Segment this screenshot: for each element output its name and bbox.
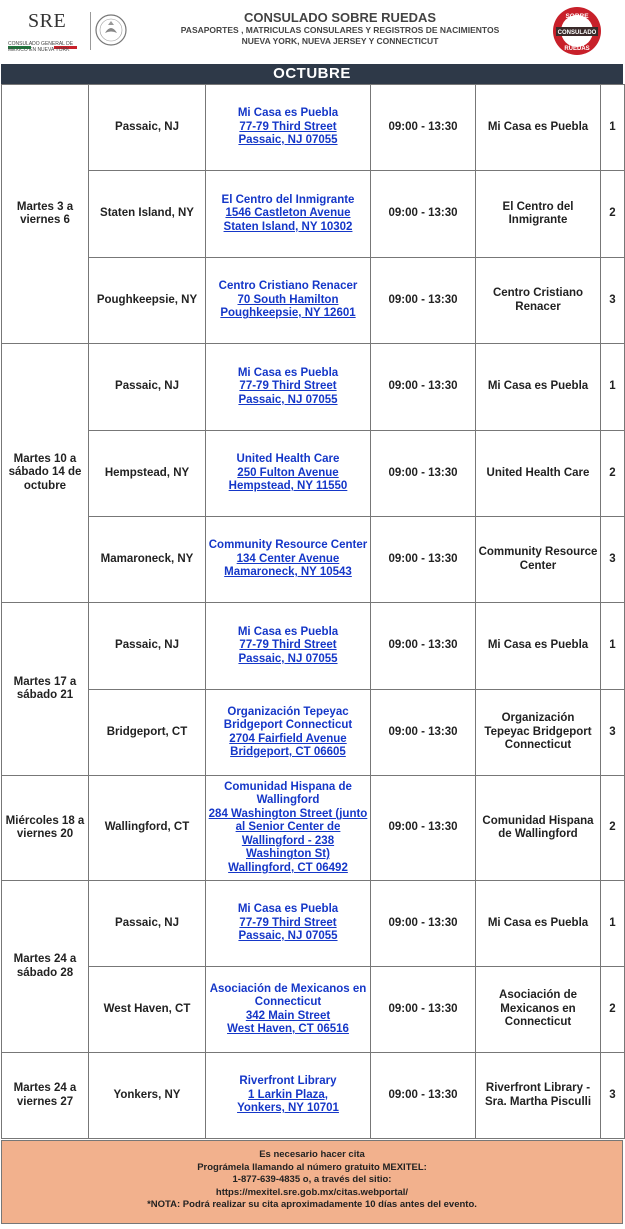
city-cell: Passaic, NJ (89, 881, 206, 967)
number-cell: 2 (601, 431, 625, 517)
number-cell: 3 (601, 258, 625, 344)
consulado-sobre-ruedas-badge-icon (552, 6, 602, 56)
address-line-link[interactable]: Staten Island, NY 10302 (223, 220, 353, 233)
number-cell: 3 (601, 517, 625, 603)
venue-name-link[interactable]: Asociación de Mexicanos en Connecticut (209, 982, 367, 1008)
time-cell: 09:00 - 13:30 (371, 1053, 476, 1139)
venue-name-link[interactable]: Mi Casa es Puebla (237, 903, 339, 916)
table-row (2, 85, 625, 171)
address-line-link[interactable]: Yonkers, NY 10701 (237, 1102, 339, 1115)
address-line-link[interactable]: Passaic, NJ 07055 (238, 652, 338, 665)
sre-subtitle: CONSULADO GENERAL DE MÉXICO EN NUEVA YORK (8, 41, 74, 53)
city-cell: Staten Island, NY (89, 171, 206, 258)
table-row (2, 881, 625, 967)
table-row (2, 690, 625, 776)
venue-cell: Comunidad Hispana de Wallingford (476, 776, 601, 881)
venue-cell: Riverfront Library - Sra. Martha Pisculli (476, 1053, 601, 1139)
venue-name-link[interactable]: El Centro del Inmigrante (221, 193, 355, 206)
venue-cell: Mi Casa es Puebla (476, 85, 601, 171)
venue-name-link[interactable]: Community Resource Center (208, 539, 368, 552)
schedule-body (2, 85, 625, 1139)
address-line-link[interactable]: 284 Washington Street (junto al Senior Center de Wallingford - 238 Washington St) (208, 807, 368, 861)
city-cell: West Haven, CT (89, 967, 206, 1053)
date-range: Martes 24 a viernes 27 (2, 1053, 89, 1139)
address-line-link[interactable]: Bridgeport, CT 06605 (230, 746, 346, 758)
sre-logo (8, 10, 88, 52)
number-cell: 2 (601, 776, 625, 881)
date-range: Martes 10 a sábado 14 de octubre (2, 344, 89, 603)
address-cell[interactable] (206, 776, 371, 881)
header-titles (135, 11, 545, 47)
time-cell: 09:00 - 13:30 (371, 603, 476, 690)
table-row (2, 776, 625, 881)
address-line-link[interactable]: Mamaroneck, NY 10543 (224, 566, 352, 579)
venue-name-link[interactable]: Mi Casa es Puebla (237, 625, 339, 638)
footer-line-1: Es necesario hacer cita (259, 1149, 365, 1160)
time-cell: 09:00 - 13:30 (371, 344, 476, 431)
address-line-link[interactable]: 134 Center Avenue (236, 552, 340, 565)
venue-cell: Centro Cristiano Renacer (476, 258, 601, 344)
table-row (2, 967, 625, 1053)
table-row (2, 603, 625, 690)
number-cell: 2 (601, 967, 625, 1053)
city-cell: Mamaroneck, NY (89, 517, 206, 603)
city-cell: Passaic, NJ (89, 344, 206, 431)
venue-cell: Mi Casa es Puebla (476, 881, 601, 967)
city-cell: Bridgeport, CT (89, 690, 206, 776)
venue-cell: Organización Tepeyac Bridgeport Connecticut (476, 690, 601, 776)
badge-top-text: SOBRE (565, 13, 589, 20)
table-row (2, 1053, 625, 1139)
address-cell[interactable] (206, 431, 371, 517)
venue-cell: United Health Care (476, 431, 601, 517)
address-cell[interactable] (206, 1053, 371, 1139)
address-line-link[interactable]: Poughkeepsie, NY 12601 (220, 307, 356, 320)
page-header (0, 0, 625, 62)
number-cell: 1 (601, 603, 625, 690)
address-cell[interactable] (206, 171, 371, 258)
address-line-link[interactable]: 2704 Fairfield Avenue (229, 732, 347, 745)
address-line-link[interactable]: 77-79 Third Street (239, 639, 337, 652)
time-cell: 09:00 - 13:30 (371, 776, 476, 881)
date-range: Miércoles 18 a viernes 20 (2, 776, 89, 881)
address-cell[interactable] (206, 344, 371, 431)
number-cell: 3 (601, 1053, 625, 1139)
venue-name-link[interactable]: Organización Tepeyac Bridgeport Connecticut (223, 705, 353, 731)
address-line-link[interactable]: 1546 Castleton Avenue (225, 207, 351, 220)
table-row (2, 258, 625, 344)
venue-name-link[interactable]: Centro Cristiano Renacer (218, 280, 358, 293)
date-range: Martes 17 a sábado 21 (2, 603, 89, 776)
table-row (2, 431, 625, 517)
footer-url[interactable]: https://mexitel.sre.gob.mx/citas.webportal/ (215, 1186, 409, 1198)
venue-cell: Community Resource Center (476, 517, 601, 603)
address-line-link[interactable]: Wallingford, CT 06492 (228, 861, 348, 874)
page-title: CONSULADO SOBRE RUEDAS (243, 10, 437, 25)
venue-cell: Mi Casa es Puebla (476, 603, 601, 690)
address-cell[interactable] (206, 690, 371, 776)
page-subtitle: PASAPORTES , MATRICULAS CONSULARES Y REGISTROS DE NACIMIENTOS (180, 25, 500, 35)
date-range: Martes 3 a viernes 6 (2, 85, 89, 344)
number-cell: 3 (601, 690, 625, 776)
city-cell: Yonkers, NY (89, 1053, 206, 1139)
mexican-seal-icon (94, 11, 128, 49)
time-cell: 09:00 - 13:30 (371, 967, 476, 1053)
address-cell[interactable] (206, 517, 371, 603)
time-cell: 09:00 - 13:30 (371, 85, 476, 171)
venue-name-link[interactable]: Comunidad Hispana de Wallingford (224, 780, 352, 807)
time-cell: 09:00 - 13:30 (371, 690, 476, 776)
footer-phone: 1-877-639-4835 o, a través del sitio: (232, 1174, 392, 1185)
address-cell[interactable] (206, 603, 371, 690)
sre-logo-text: SRE (28, 10, 67, 32)
address-line-link[interactable]: 250 Fulton Avenue (237, 466, 339, 479)
footer-line-2: Prográmela llamando al número gratuito MEXITEL: (197, 1161, 427, 1173)
city-cell: Poughkeepsie, NY (89, 258, 206, 344)
address-line-link[interactable]: 77-79 Third Street (239, 380, 337, 393)
address-line-link[interactable]: West Haven, CT 06516 (227, 1023, 349, 1035)
time-cell: 09:00 - 13:30 (371, 431, 476, 517)
address-line-link[interactable]: Passaic, NJ 07055 (238, 393, 338, 406)
month-header: OCTUBRE (1, 64, 623, 84)
table-row (2, 344, 625, 431)
time-cell: 09:00 - 13:30 (371, 881, 476, 967)
venue-cell: Asociación de Mexicanos en Connecticut (476, 967, 601, 1053)
city-cell: Passaic, NJ (89, 85, 206, 171)
number-cell: 1 (601, 344, 625, 431)
venue-cell: Mi Casa es Puebla (476, 344, 601, 431)
table-row (2, 517, 625, 603)
venue-cell: El Centro del Inmigrante (476, 171, 601, 258)
venue-name-link[interactable]: Mi Casa es Puebla (237, 366, 339, 379)
table-row (2, 171, 625, 258)
venue-name-link[interactable]: Riverfront Library (239, 1075, 337, 1088)
schedule-table (1, 84, 625, 1139)
address-line-link[interactable]: Passaic, NJ 07055 (238, 134, 338, 147)
number-cell: 1 (601, 85, 625, 171)
date-range: Martes 24 a sábado 28 (2, 881, 89, 1053)
address-line-link[interactable]: 77-79 Third Street (239, 120, 337, 133)
address-cell[interactable] (206, 258, 371, 344)
address-line-link[interactable]: 70 South Hamilton (237, 293, 339, 306)
address-cell[interactable] (206, 881, 371, 967)
flag-stripe (8, 36, 78, 39)
time-cell: 09:00 - 13:30 (371, 171, 476, 258)
address-line-link[interactable]: 1 Larkin Plaza, (248, 1088, 328, 1101)
logo-divider (90, 12, 91, 50)
number-cell: 2 (601, 171, 625, 258)
footer-note: *NOTA: Podrá realizar su cita aproximadamente 10 días antes del evento. (147, 1199, 477, 1210)
city-cell: Passaic, NJ (89, 603, 206, 690)
address-cell[interactable] (206, 85, 371, 171)
city-cell: Wallingford, CT (89, 776, 206, 881)
address-line-link[interactable]: Hempstead, NY 11550 (228, 480, 348, 493)
venue-name-link[interactable]: United Health Care (236, 453, 340, 466)
address-cell[interactable] (206, 967, 371, 1053)
city-cell: Hempstead, NY (89, 431, 206, 517)
address-line-link[interactable]: 342 Main Street (245, 1009, 331, 1022)
address-line-link[interactable]: 77-79 Third Street (239, 916, 337, 929)
venue-name-link[interactable]: Mi Casa es Puebla (237, 107, 339, 120)
badge-bottom-text: RUEDAS (564, 46, 590, 52)
address-line-link[interactable]: Passaic, NJ 07055 (238, 930, 338, 943)
badge-middle-text: CONSULADO (557, 30, 597, 37)
time-cell: 09:00 - 13:30 (371, 517, 476, 603)
time-cell: 09:00 - 13:30 (371, 258, 476, 344)
page-region: NUEVA YORK, NUEVA JERSEY Y CONNECTICUT (241, 36, 439, 46)
number-cell: 1 (601, 881, 625, 967)
appointment-note (1, 1140, 623, 1224)
